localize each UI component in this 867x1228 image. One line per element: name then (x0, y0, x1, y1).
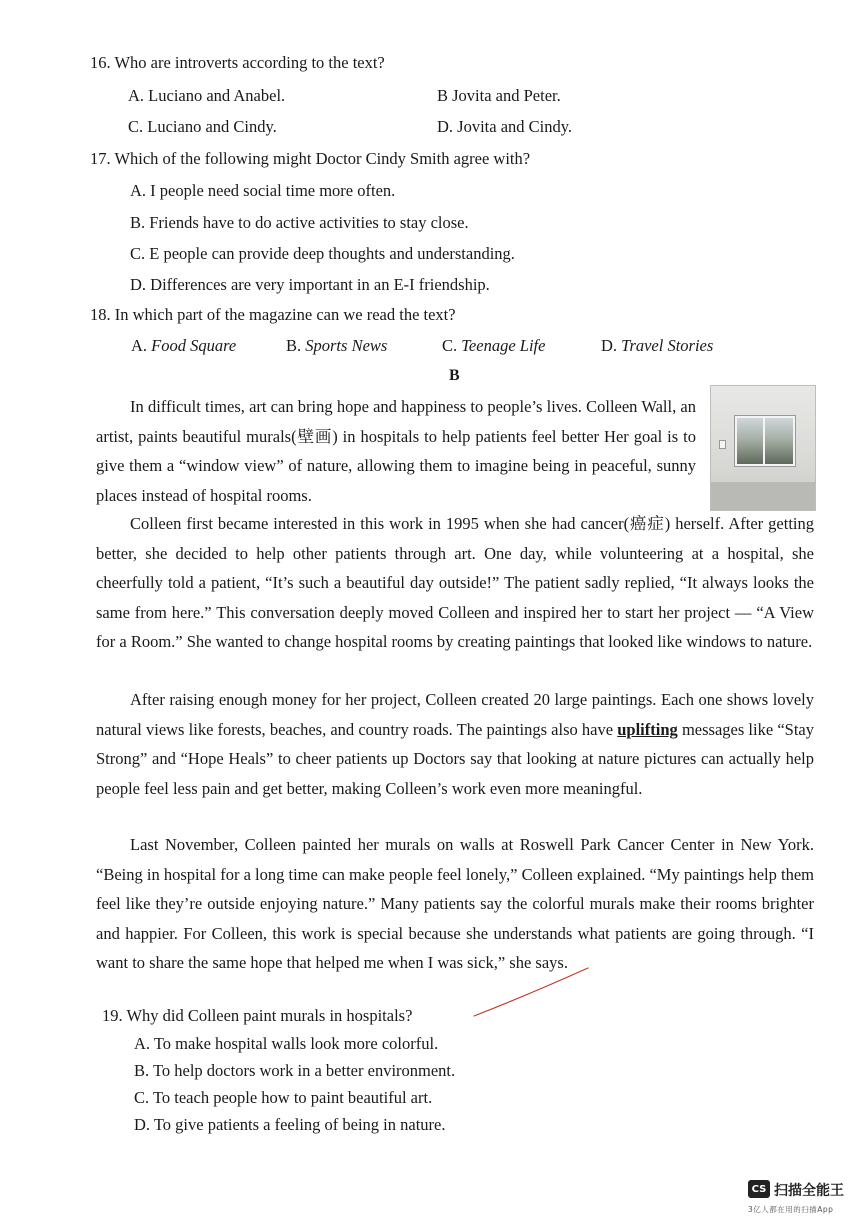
question-19-option-c: C. To teach people how to paint beautiful art. (134, 1088, 433, 1107)
question-16-stem: 16. Who are introverts according to the text? (90, 53, 385, 72)
section-title: B (449, 367, 460, 384)
question-19-option-a: A. To make hospital walls look more colorful. (134, 1034, 439, 1053)
question-18-stem: 18. In which part of the magazine can we read the text? (90, 305, 456, 324)
option-letter: A. (131, 336, 148, 355)
underlined-word: uplifting (617, 719, 678, 739)
paragraph-text: Last November, Colleen painted her murals on walls at Roswell Park Cancer Center in New York. “Being in hospital for a long time can make people feel lonely,” Colleen explained. “My paintings help them feel like they’re outside enjoying nature.” Many patients say the colorful murals make their rooms brighter and happier. For Colleen, this work is special because she understands what patients are going through. “I want to share the same hope that helped me when I was sick,” she says. (96, 835, 814, 972)
question-17-option-b: B. Friends have to do active activities to stay close. (130, 213, 469, 232)
question-19-stem: 19. Why did Colleen paint murals in hospitals? (102, 1006, 413, 1025)
question-19-option-b: B. To help doctors work in a better environment. (134, 1061, 456, 1080)
question-16-option-c: C. Luciano and Cindy. (128, 117, 277, 136)
paragraph-text: In difficult times, art can bring hope and happiness to people’s lives. Colleen Wall, an artist, paints beautiful murals(壁画) in hospitals to help patients feel better Her goal is to give them a “window view” of nature, allowing them to imagine being in peaceful, sunny places instead of hospital rooms. (96, 397, 696, 505)
option-letter: D. (601, 336, 618, 355)
option-text: Food Square (151, 336, 237, 355)
question-19-option-d: D. To give patients a feeling of being in nature. (134, 1115, 446, 1134)
cs-logo-icon: CS (748, 1180, 770, 1198)
app-name: 扫描全能王 (774, 1183, 844, 1199)
scanner-watermark (748, 1178, 852, 1218)
question-16-option-b: B Jovita and Peter. (437, 86, 561, 105)
question-17-stem: 17. Which of the following might Doctor Cindy Smith agree with? (90, 149, 531, 168)
question-16-option-d: D. Jovita and Cindy. (437, 117, 573, 136)
app-tagline: 3亿人都在用的扫描App (748, 1205, 834, 1214)
question-17-option-d: D. Differences are very important in an E-I friendship. (130, 275, 490, 294)
question-16-option-a: A. Luciano and Anabel. (128, 86, 286, 105)
paragraph-text-end: messages like “Stay Strong” and “Hope Heals” to cheer patients up Doctors say that looking at nature pictures can actually help people feel less pain and get better, making Colleen’s work even more meaningful. (96, 719, 814, 798)
question-17-option-c: C. E people can provide deep thoughts and understanding. (130, 244, 515, 263)
question-17-option-a: A. I people need social time more often. (130, 181, 396, 200)
option-text: Travel Stories (621, 336, 714, 355)
option-text: Sports News (305, 336, 388, 355)
option-text: Teenage Life (461, 336, 546, 355)
paragraph-text-start: After raising enough money for her project, Colleen created 20 large paintings. Each one shows lovely natural views like forests, beaches, and country roads. The paintings also have (96, 690, 814, 739)
option-letter: C. (442, 336, 458, 355)
paragraph-text: Colleen first became interested in this work in 1995 when she had cancer(癌症) herself. After getting better, she decided to help other patients through art. One day, while volunteering at a hospital, she cheerfully told a patient, “It’s such a beautiful day outside!” The patient sadly replied, “It always looks the same from here.” This conversation deeply moved Colleen and inspired her to start her project — “A View for a Room.” She wanted to change hospital rooms by creating paintings that looked like windows to nature. (96, 514, 814, 651)
option-letter: B. (286, 336, 302, 355)
